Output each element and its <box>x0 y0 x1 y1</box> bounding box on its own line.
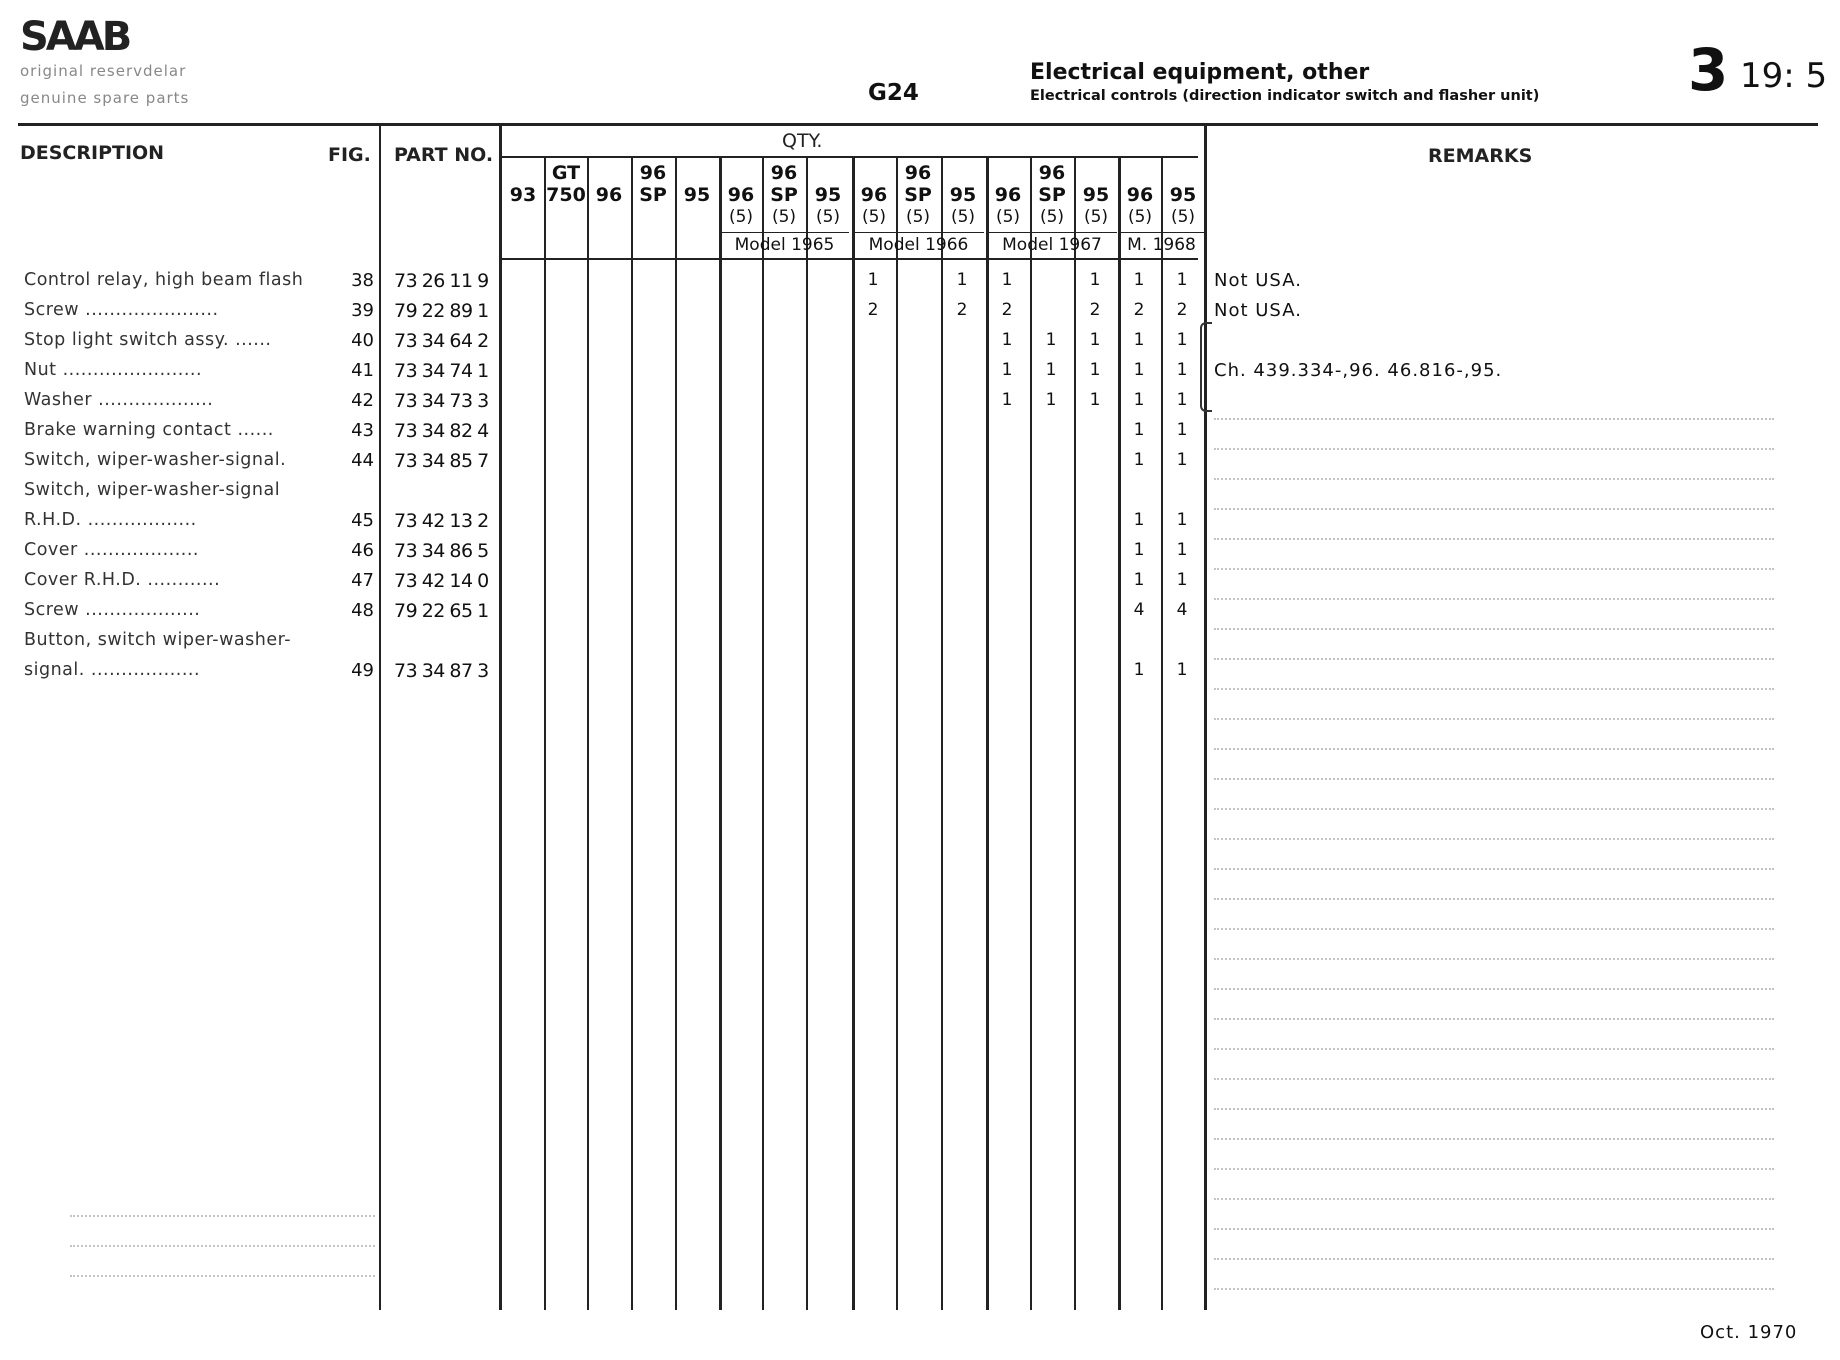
part-number: 73 34 85 7 <box>394 450 489 472</box>
quantity-value: 1 <box>1133 570 1145 590</box>
quantity-value: 1 <box>1089 360 1101 380</box>
remark-ruled-line <box>1214 748 1774 750</box>
column-rule <box>806 158 808 1310</box>
column-rule <box>1204 126 1207 1310</box>
quantity-value: 1 <box>1176 330 1188 350</box>
quantity-value: 4 <box>1133 600 1145 620</box>
qty-column-label: 96 <box>595 184 623 206</box>
quantity-value: 1 <box>1176 420 1188 440</box>
qty-column-label: 95 <box>683 184 711 206</box>
remark-ruled-line <box>1214 1198 1774 1200</box>
page-subtitle: Electrical controls (direction indicator switch and flasher unit) <box>1030 88 1540 104</box>
part-number: 73 34 87 3 <box>394 660 489 682</box>
column-rule <box>719 158 722 1310</box>
qty-column-variant: (5) <box>1039 207 1065 227</box>
quantity-value: 1 <box>1133 330 1145 350</box>
qty-column-top-label: 96 <box>639 162 667 184</box>
remark-ruled-line <box>1214 538 1774 540</box>
remark-bracket <box>1200 322 1212 412</box>
column-rule <box>544 158 546 1310</box>
column-rule <box>896 158 898 1310</box>
quantity-value: 1 <box>1001 360 1013 380</box>
footer-ruled-line <box>70 1275 375 1277</box>
remark-ruled-line <box>1214 928 1774 930</box>
quantity-value: 1 <box>1133 360 1145 380</box>
part-description: Button, switch wiper-washer- <box>24 630 292 650</box>
qty-column-variant: (5) <box>861 207 887 227</box>
qty-column-top-label: GT <box>551 162 581 184</box>
qty-column-label: SP <box>904 184 932 206</box>
qty-column-variant: (5) <box>905 207 931 227</box>
qty-column-variant: (5) <box>815 207 841 227</box>
quantity-value: 1 <box>1176 570 1188 590</box>
remark-ruled-line <box>1214 718 1774 720</box>
column-rule <box>675 158 677 1310</box>
quantity-value: 1 <box>1133 450 1145 470</box>
qty-column-variant: (5) <box>1170 207 1196 227</box>
part-no-heading: PART NO. <box>394 144 494 166</box>
quantity-value: 2 <box>1001 300 1013 320</box>
quantity-value: 1 <box>867 270 879 290</box>
part-number: 73 42 14 0 <box>394 570 489 592</box>
figure-number: 45 <box>351 510 374 531</box>
quantity-value: 2 <box>1089 300 1101 320</box>
quantity-value: 1 <box>1133 390 1145 410</box>
remark-ruled-line <box>1214 898 1774 900</box>
figure-number: 46 <box>351 540 374 561</box>
figure-number: 47 <box>351 570 374 591</box>
qty-column-label: 95 <box>1082 184 1110 206</box>
description-heading: DESCRIPTION <box>20 142 165 164</box>
remark-ruled-line <box>1214 448 1774 450</box>
qty-column-top-label: 96 <box>770 162 798 184</box>
part-description: Stop light switch assy. ...... <box>24 330 272 350</box>
model-group-rule <box>987 232 1117 233</box>
remark-ruled-line <box>1214 568 1774 570</box>
footer-ruled-line <box>70 1245 375 1247</box>
quantity-value: 1 <box>1001 270 1013 290</box>
quantity-value: 1 <box>1176 390 1188 410</box>
quantity-value: 1 <box>1045 330 1057 350</box>
part-description: Switch, wiper-washer-signal. <box>24 450 287 470</box>
footer-ruled-line <box>70 1215 375 1217</box>
model-group-rule <box>720 232 849 233</box>
quantity-value: 1 <box>1089 270 1101 290</box>
remark-ruled-line <box>1214 658 1774 660</box>
remark-ruled-line <box>1214 1258 1774 1260</box>
qty-column-variant: (5) <box>1127 207 1153 227</box>
quantity-value: 1 <box>1133 420 1145 440</box>
model-group-label: Model 1965 <box>734 235 835 255</box>
quantity-value: 2 <box>1176 300 1188 320</box>
page-number-major: 3 <box>1688 36 1729 104</box>
remark-ruled-line <box>1214 628 1774 630</box>
qty-column-label: SP <box>1038 184 1066 206</box>
quantity-value: 1 <box>1001 390 1013 410</box>
qty-column-variant: (5) <box>950 207 976 227</box>
part-number: 73 34 73 3 <box>394 390 489 412</box>
model-group-rule <box>1119 232 1204 233</box>
part-number: 73 26 11 9 <box>394 270 489 292</box>
remark-ruled-line <box>1214 1108 1774 1110</box>
quantity-value: 2 <box>956 300 968 320</box>
quantity-value: 1 <box>1176 270 1188 290</box>
quantity-value: 2 <box>867 300 879 320</box>
part-description: Control relay, high beam flash <box>24 270 304 290</box>
figure-number: 40 <box>351 330 374 351</box>
part-number: 73 34 74 1 <box>394 360 489 382</box>
part-description: Cover ................... <box>24 540 199 560</box>
publication-date: Oct. 1970 <box>1700 1322 1798 1343</box>
part-description: Nut ....................... <box>24 360 203 380</box>
qty-column-label: 95 <box>1169 184 1197 206</box>
figure-number: 39 <box>351 300 374 321</box>
remark-ruled-line <box>1214 838 1774 840</box>
column-rule <box>762 158 764 1310</box>
qty-column-label: 750 <box>546 184 586 206</box>
fig-heading: FIG. <box>328 144 371 166</box>
qty-column-label: SP <box>639 184 667 206</box>
qty-column-label: SP <box>770 184 798 206</box>
part-number: 73 34 64 2 <box>394 330 489 352</box>
qty-column-top-label: 96 <box>904 162 932 184</box>
remark-ruled-line <box>1214 1138 1774 1140</box>
remark-ruled-line <box>1214 868 1774 870</box>
table-header-rule <box>500 258 1198 260</box>
quantity-value: 1 <box>956 270 968 290</box>
quantity-value: 2 <box>1133 300 1145 320</box>
quantity-value: 1 <box>1176 540 1188 560</box>
figure-number: 49 <box>351 660 374 681</box>
quantity-value: 1 <box>1176 360 1188 380</box>
quantity-value: 1 <box>1176 510 1188 530</box>
qty-column-label: 96 <box>994 184 1022 206</box>
qty-column-variant: (5) <box>728 207 754 227</box>
qty-heading: QTY. <box>782 130 823 152</box>
part-description: Screw ................... <box>24 600 201 620</box>
remark-ruled-line <box>1214 808 1774 810</box>
page-number-minor: 19: 5 <box>1740 56 1828 96</box>
remark-ruled-line <box>1214 1168 1774 1170</box>
qty-column-variant: (5) <box>771 207 797 227</box>
remark-ruled-line <box>1214 1078 1774 1080</box>
model-group-rule <box>853 232 984 233</box>
remarks-heading: REMARKS <box>1428 145 1533 167</box>
remark-text: Not USA. <box>1214 300 1302 321</box>
column-rule <box>631 158 633 1310</box>
remark-ruled-line <box>1214 508 1774 510</box>
quantity-value: 1 <box>1133 510 1145 530</box>
qty-top-rule <box>500 156 1198 158</box>
qty-column-top-label: 96 <box>1038 162 1066 184</box>
quantity-value: 1 <box>1133 540 1145 560</box>
column-rule <box>941 158 943 1310</box>
remark-ruled-line <box>1214 988 1774 990</box>
remark-ruled-line <box>1214 598 1774 600</box>
part-number: 73 34 86 5 <box>394 540 489 562</box>
saab-logo: SAAB <box>20 14 130 60</box>
quantity-value: 1 <box>1176 450 1188 470</box>
quantity-value: 1 <box>1176 660 1188 680</box>
figure-number: 38 <box>351 270 374 291</box>
remark-text: Ch. 439.334-,96. 46.816-,95. <box>1214 360 1503 381</box>
header-rule <box>18 123 1818 126</box>
qty-column-label: 95 <box>814 184 842 206</box>
remark-ruled-line <box>1214 478 1774 480</box>
column-rule <box>587 158 589 1310</box>
qty-column-label: 96 <box>1126 184 1154 206</box>
brand-line-1: original reservdelar <box>20 62 187 80</box>
quantity-value: 1 <box>1001 330 1013 350</box>
brand-line-2: genuine spare parts <box>20 89 190 107</box>
part-description: Switch, wiper-washer-signal <box>24 480 281 500</box>
figure-number: 41 <box>351 360 374 381</box>
qty-column-variant: (5) <box>995 207 1021 227</box>
quantity-value: 1 <box>1133 270 1145 290</box>
remark-ruled-line <box>1214 1228 1774 1230</box>
part-description: Washer ................... <box>24 390 214 410</box>
part-description: Screw ...................... <box>24 300 219 320</box>
model-group-label: M. 1968 <box>1127 235 1196 255</box>
qty-column-label: 95 <box>949 184 977 206</box>
figure-number: 44 <box>351 450 374 471</box>
quantity-value: 1 <box>1089 330 1101 350</box>
column-rule <box>379 126 381 1310</box>
remark-ruled-line <box>1214 1288 1774 1290</box>
group-code: G24 <box>868 80 919 106</box>
qty-column-label: 93 <box>509 184 537 206</box>
part-description: Brake warning contact ...... <box>24 420 274 440</box>
part-number: 73 34 82 4 <box>394 420 489 442</box>
part-number: 79 22 65 1 <box>394 600 489 622</box>
qty-column-label: 96 <box>727 184 755 206</box>
figure-number: 48 <box>351 600 374 621</box>
model-group-label: Model 1967 <box>1002 235 1102 255</box>
remark-ruled-line <box>1214 688 1774 690</box>
part-number: 73 42 13 2 <box>394 510 489 532</box>
remark-ruled-line <box>1214 1018 1774 1020</box>
column-rule <box>499 126 502 1310</box>
page-title: Electrical equipment, other <box>1030 60 1370 85</box>
part-description: Cover R.H.D. ............ <box>24 570 221 590</box>
quantity-value: 1 <box>1089 390 1101 410</box>
remark-ruled-line <box>1214 778 1774 780</box>
quantity-value: 1 <box>1133 660 1145 680</box>
quantity-value: 1 <box>1045 390 1057 410</box>
remark-ruled-line <box>1214 418 1774 420</box>
remark-ruled-line <box>1214 958 1774 960</box>
qty-column-label: 96 <box>860 184 888 206</box>
figure-number: 43 <box>351 420 374 441</box>
column-rule <box>852 158 855 1310</box>
part-description: R.H.D. .................. <box>24 510 197 530</box>
quantity-value: 1 <box>1045 360 1057 380</box>
part-description: signal. .................. <box>24 660 201 680</box>
remark-text: Not USA. <box>1214 270 1302 291</box>
qty-column-variant: (5) <box>1083 207 1109 227</box>
remark-ruled-line <box>1214 1048 1774 1050</box>
figure-number: 42 <box>351 390 374 411</box>
quantity-value: 4 <box>1176 600 1188 620</box>
part-number: 79 22 89 1 <box>394 300 489 322</box>
model-group-label: Model 1966 <box>868 235 969 255</box>
